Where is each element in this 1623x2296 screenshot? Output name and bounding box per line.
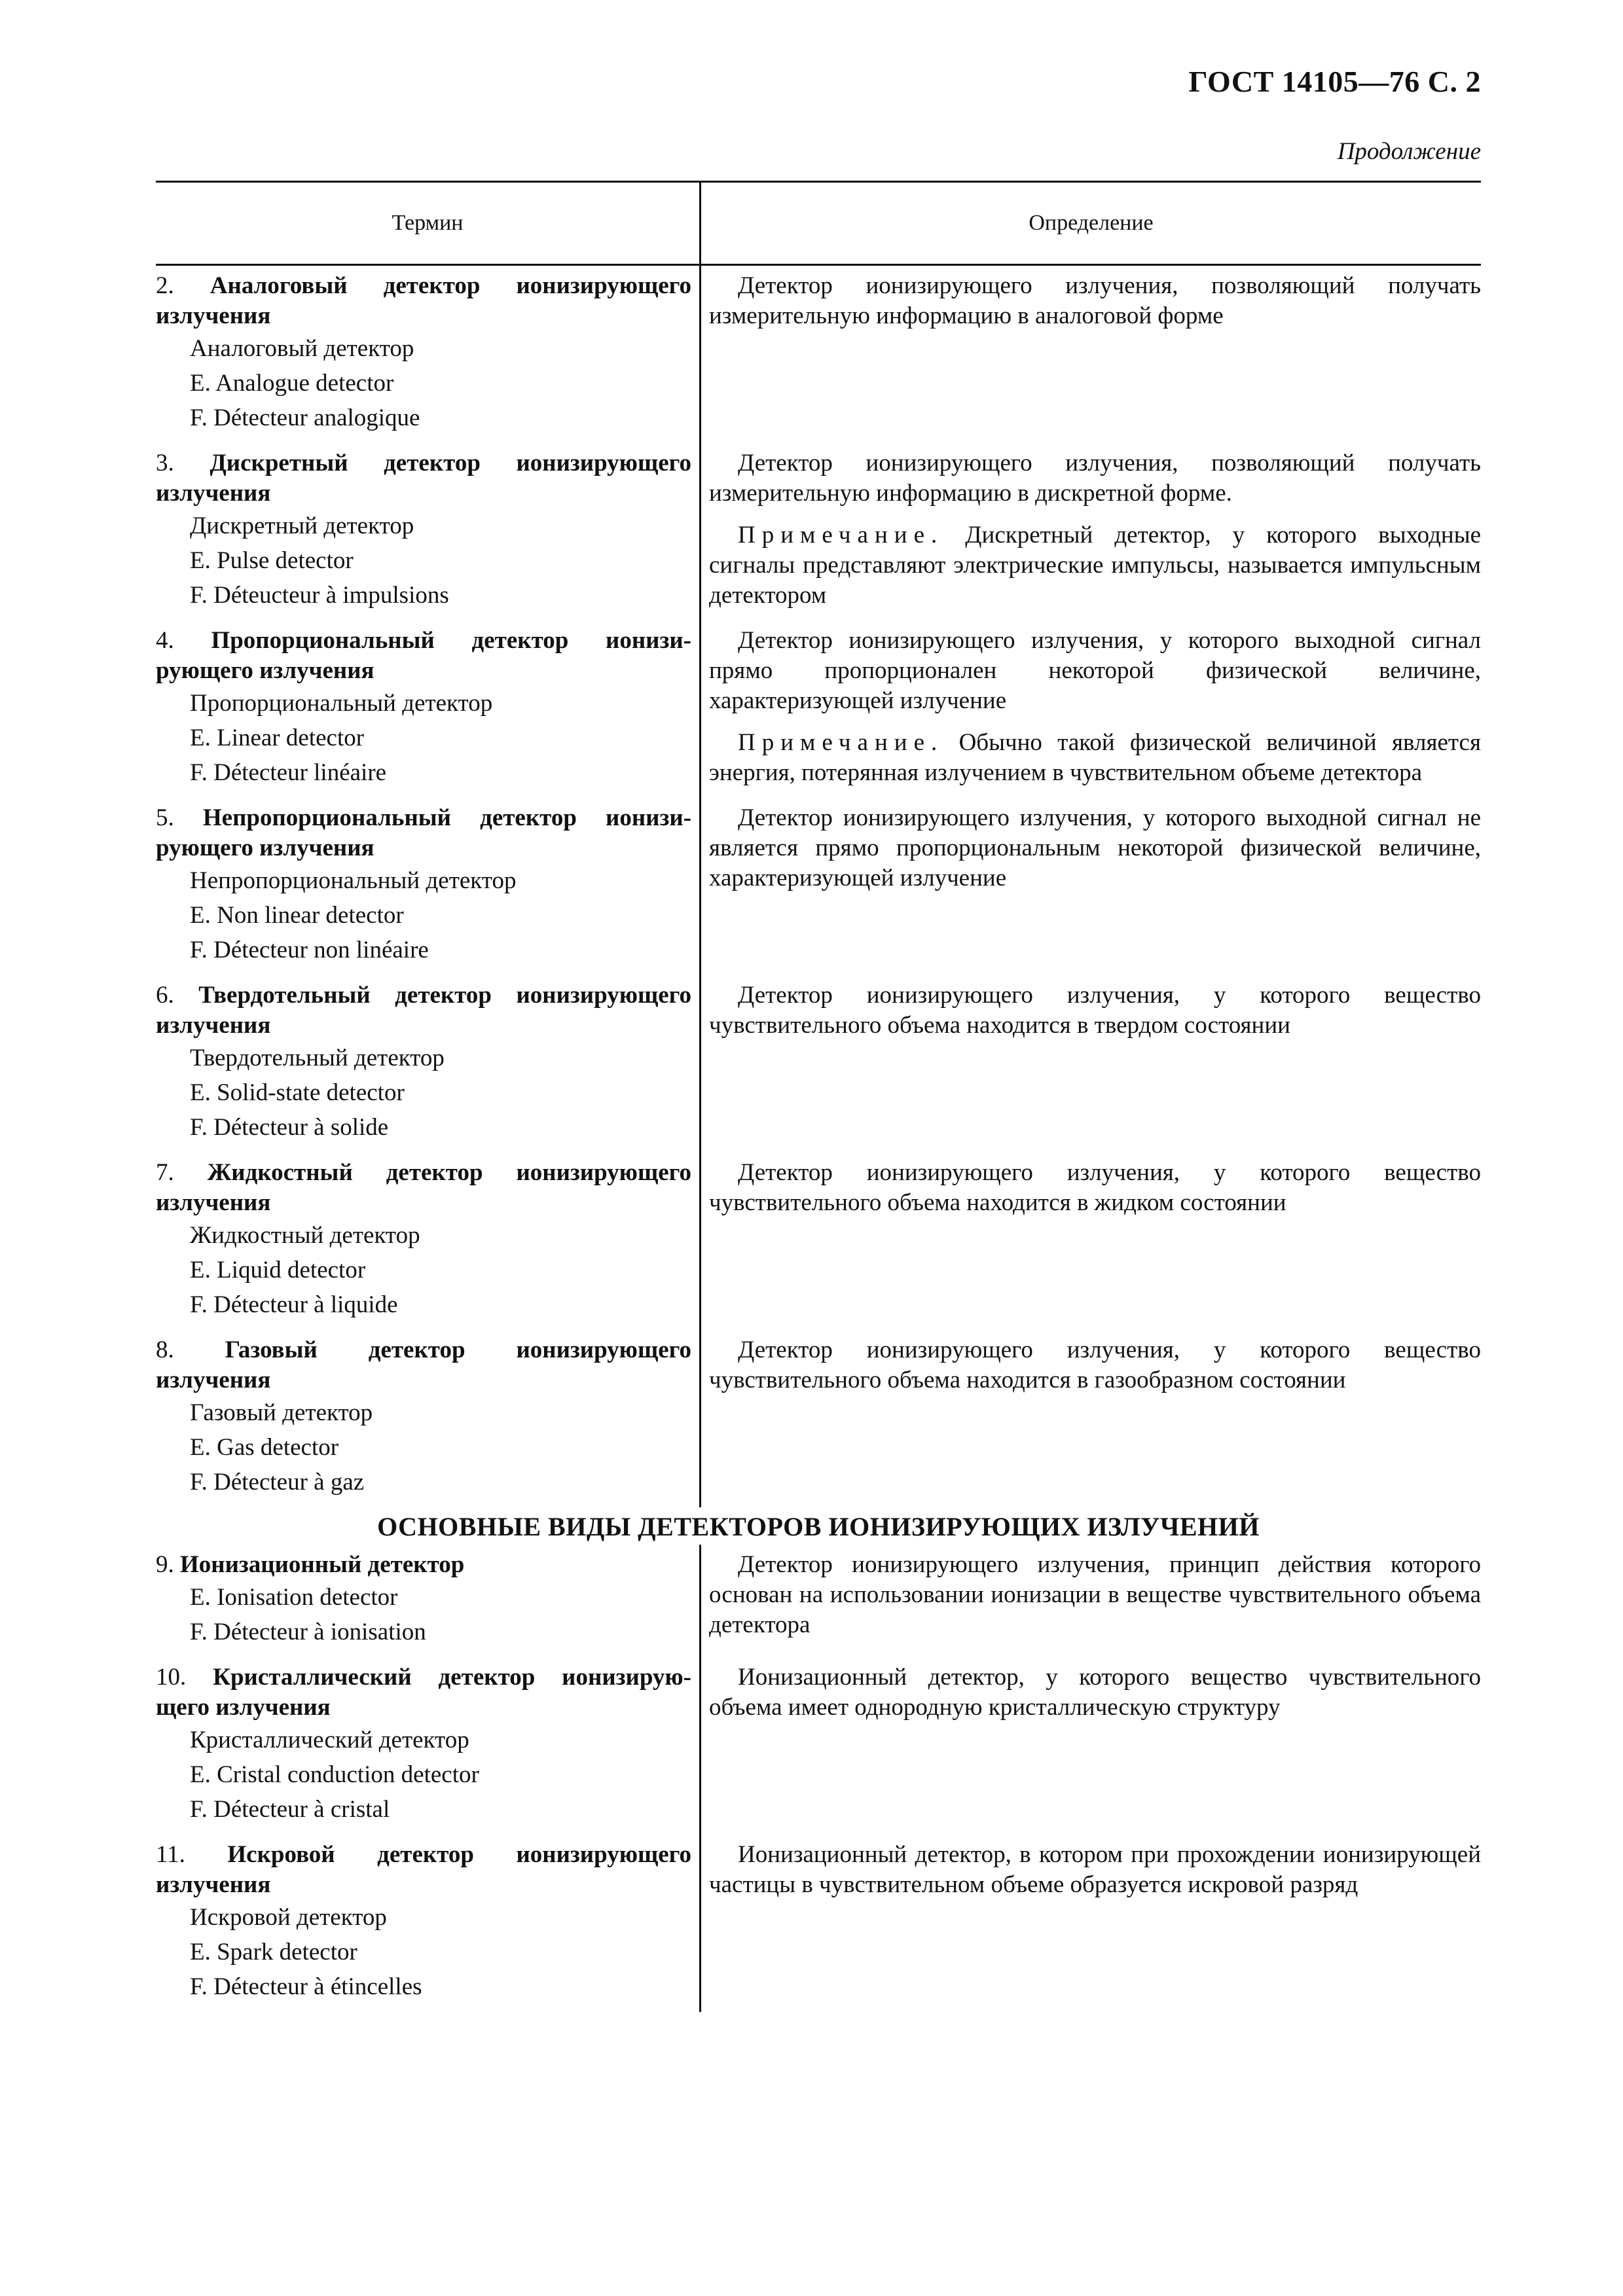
term-number: 2. xyxy=(156,272,174,299)
term-name-line1: Твердотельный детектор ионизирующего xyxy=(198,982,692,1009)
term-synonym: Аналоговый детектор xyxy=(190,335,414,362)
term-name: Ионизационный детектор xyxy=(180,1551,465,1578)
term-name-line1: Кристаллический детектор ионизирую- xyxy=(213,1664,692,1691)
note-text: Дискретный детектор, у которого выходные сигналы представляют электрические импульсы, называется импульсным детектором xyxy=(709,522,1481,609)
term-synonym: Кристаллический детектор xyxy=(190,1727,469,1753)
term-synonym: E. Ionisation detector xyxy=(190,1584,398,1611)
term-number: 8. xyxy=(156,1336,174,1363)
table-row xyxy=(156,266,1481,443)
term-name-line2: излучения xyxy=(156,480,271,507)
term-name-line2: рующего излучения xyxy=(156,834,374,861)
standard-page-header: ГОСТ 14105—76 С. 2 xyxy=(1188,65,1481,98)
term-name-line2: излучения xyxy=(156,1367,271,1393)
term-cell xyxy=(156,1330,701,1507)
table-row xyxy=(156,1657,1481,1835)
definition-text: Детектор ионизирующего излучения, позволяющий получать измерительную информацию в дискретной форме. xyxy=(709,450,1481,507)
definition-cell xyxy=(701,975,1481,1153)
definition-text: Детектор ионизирующего излучения, у которого выходной сигнал не является прямо пропорциональным некоторой физической величине, характеризующей излучение xyxy=(709,804,1481,891)
table-row xyxy=(156,975,1481,1153)
term-name-line2: излучения xyxy=(156,302,271,329)
term-name-line1: Непропорциональный детектор ионизи- xyxy=(202,804,692,831)
definition-text: Детектор ионизирующего излучения, у которого вещество чувствительного объема находится в жидком состоянии xyxy=(709,1159,1481,1216)
term-main xyxy=(156,1335,691,1395)
term-name-line1: Газовый детектор ионизирующего xyxy=(225,1336,691,1363)
term-number: 6. xyxy=(156,982,174,1009)
terms-table xyxy=(156,181,1481,2012)
definition-cell xyxy=(701,620,1481,798)
term-name-line1: Искровой детектор ионизирующего xyxy=(227,1841,692,1868)
term-synonym: F. Détecteur à ionisation xyxy=(190,1619,426,1645)
term-name-line2: излучения xyxy=(156,1189,271,1216)
term-synonym: E. Linear detector xyxy=(190,725,365,751)
term-synonym: E. Spark detector xyxy=(190,1939,357,1965)
table-header xyxy=(156,183,1481,266)
definition-cell xyxy=(701,1330,1481,1507)
term-synonym: E. Solid-state detector xyxy=(190,1079,405,1106)
note-label: Примечание. xyxy=(738,522,944,548)
definition-note xyxy=(709,728,1481,788)
table-row xyxy=(156,1330,1481,1507)
term-cell xyxy=(156,443,701,620)
definition-text: Ионизационный детектор, в котором при прохождении ионизирующей частицы в чувствительном объеме образуется искровой разряд xyxy=(709,1841,1481,1898)
table-row xyxy=(156,620,1481,798)
term-synonym: E. Gas detector xyxy=(190,1434,339,1461)
term-main xyxy=(156,803,691,863)
definition-text: Детектор ионизирующего излучения, позволяющий получать измерительную информацию в аналоговой форме xyxy=(709,272,1481,329)
definition-cell xyxy=(701,266,1481,443)
term-name-line2: рующего излучения xyxy=(156,657,374,684)
term-synonym: Жидкостный детектор xyxy=(190,1222,420,1249)
table-row xyxy=(156,798,1481,975)
table-row xyxy=(156,1153,1481,1330)
term-synonym: F. Détecteur non linéaire xyxy=(190,937,429,963)
term-synonym: F. Détecteur linéaire xyxy=(190,759,387,786)
term-main xyxy=(156,1662,691,1723)
definition-text: Детектор ионизирующего излучения, у которого вещество чувствительного объема находится в твердом состоянии xyxy=(709,982,1481,1039)
term-number: 7. xyxy=(156,1159,174,1186)
definition-cell xyxy=(701,1153,1481,1330)
column-header-term: Термин xyxy=(156,183,701,264)
term-name-line2: излучения xyxy=(156,1012,271,1039)
term-number: 5. xyxy=(156,804,174,831)
term-synonym: Искровой детектор xyxy=(190,1904,387,1931)
term-synonym: F. Détecteur à solide xyxy=(190,1114,389,1141)
term-cell xyxy=(156,798,701,975)
term-number: 11. xyxy=(156,1841,185,1868)
definition-cell xyxy=(701,798,1481,975)
definition-cell xyxy=(701,1835,1481,2012)
term-cell xyxy=(156,1835,701,2012)
term-synonym: E. Cristal conduction detector xyxy=(190,1761,479,1788)
term-synonym: Пропорциональный детектор xyxy=(190,690,493,717)
definition-text: Ионизационный детектор, у которого вещество чувствительного объема имеет однородную кристаллическую структуру xyxy=(709,1664,1481,1721)
term-main xyxy=(156,1158,691,1218)
term-name-line1: Пропорциональный детектор ионизи- xyxy=(211,627,692,654)
definition-text: Детектор ионизирующего излучения, у которого выходной сигнал прямо пропорционален некоторой физической величине, характеризующей излучение xyxy=(709,627,1481,714)
continuation-label: Продолжение xyxy=(1337,138,1481,165)
definition-cell xyxy=(701,1545,1481,1657)
term-main xyxy=(156,980,691,1041)
term-synonym: F. Détecteur à étincelles xyxy=(190,1973,422,2000)
term-synonym: F. Déteucteur à impulsions xyxy=(190,582,449,609)
note-label: Примечание. xyxy=(738,729,944,756)
term-synonym: Твердотельный детектор xyxy=(190,1045,445,1071)
definition-cell xyxy=(701,443,1481,620)
term-number: 3. xyxy=(156,450,174,476)
term-synonym: F. Détecteur à cristal xyxy=(190,1796,390,1823)
term-synonym: F. Détecteur à gaz xyxy=(190,1469,365,1496)
term-cell xyxy=(156,1545,701,1657)
term-main xyxy=(156,626,691,686)
column-header-definition: Определение xyxy=(1029,211,1154,235)
term-synonym: F. Détecteur analogique xyxy=(190,404,420,431)
term-number: 10. xyxy=(156,1664,187,1691)
term-main xyxy=(156,1840,691,1900)
term-cell xyxy=(156,266,701,443)
term-cell xyxy=(156,1153,701,1330)
term-synonym: Непропорциональный детектор xyxy=(190,867,517,894)
term-name-line2: щего излучения xyxy=(156,1694,331,1721)
table-row xyxy=(156,1545,1481,1657)
term-rows-group-a xyxy=(156,266,1481,1507)
term-synonym: E. Analogue detector xyxy=(190,370,394,397)
term-synonym: Дискретный детектор xyxy=(190,512,414,539)
term-main xyxy=(156,271,691,331)
table-row xyxy=(156,443,1481,620)
term-synonym: Газовый детектор xyxy=(190,1399,373,1426)
term-synonym: E. Pulse detector xyxy=(190,547,354,574)
definition-note xyxy=(709,520,1481,611)
term-name-line1: Жидкостный детектор ионизирующего xyxy=(207,1159,691,1186)
section-heading: ОСНОВНЫЕ ВИДЫ ДЕТЕКТОРОВ ИОНИЗИРУЮЩИХ ИЗЛУЧЕНИЙ xyxy=(377,1512,1260,1541)
term-name-line1: Аналоговый детектор ионизирующего xyxy=(210,272,692,299)
term-main xyxy=(156,1550,691,1580)
term-cell xyxy=(156,620,701,798)
term-cell xyxy=(156,1657,701,1835)
term-number: 4. xyxy=(156,627,174,654)
definition-text: Детектор ионизирующего излучения, у которого вещество чувствительного объема находится в газообразном состоянии xyxy=(709,1336,1481,1393)
term-number: 9. xyxy=(156,1551,174,1578)
term-synonym: E. Non linear detector xyxy=(190,902,404,929)
term-rows-group-b xyxy=(156,1545,1481,2012)
term-synonym: F. Détecteur à liquide xyxy=(190,1291,398,1318)
term-cell xyxy=(156,975,701,1153)
definition-cell xyxy=(701,1657,1481,1835)
term-name-line2: излучения xyxy=(156,1871,271,1898)
term-main xyxy=(156,448,691,509)
table-row xyxy=(156,1835,1481,2012)
definition-text: Детектор ионизирующего излучения, принцип действия которого основан на использовании ионизации в веществе чувствительного объема детектора xyxy=(709,1551,1481,1638)
table-body xyxy=(156,266,1481,2012)
term-synonym: E. Liquid detector xyxy=(190,1257,366,1283)
note-text: Обычно такой физической величиной является энергия, потерянная излучением в чувствительном объеме детектора xyxy=(709,729,1481,786)
term-name-line1: Дискретный детектор ионизирующего xyxy=(210,450,691,476)
